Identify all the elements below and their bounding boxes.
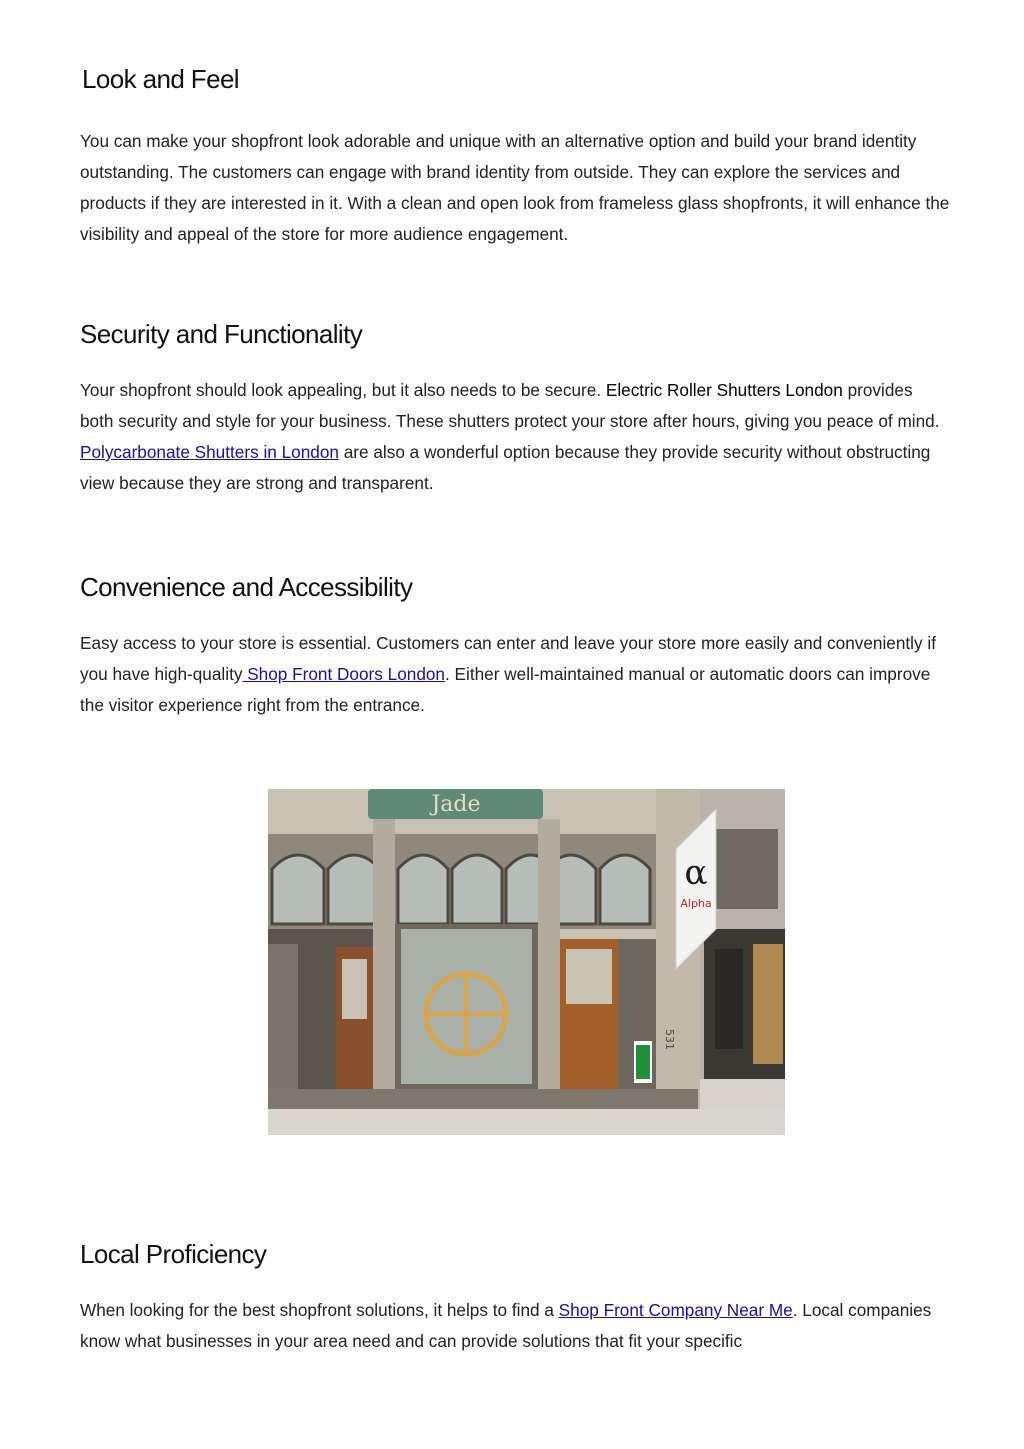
paragraph-text: . Local companies know what businesses in your area need and can provide solutions that fit your specific [80,1300,932,1351]
jade-sign-text: Jade [431,792,481,817]
paragraph-text: Your shopfront should look appealing, but it also needs to be secure. [80,380,606,400]
paragraph-look-and-feel: You can make your shopfront look adorable and unique with an alternative option and build your brand identity outstanding. The customers can engage with brand identity from outside. They can explore the services and products if they are interested in it. With a clean and open look from frameless glass shopfronts, it will enhance the visibility and appeal of the store for more audience engagement. [80,131,950,244]
shopfront-photo [268,789,785,1135]
shopfront-illustration [268,789,785,1135]
heading-look-and-feel: Look and Feel [82,64,239,94]
paragraph-text: provides both security and style for your business. These shutters protect your store after hours, giving you peace of mind. [80,380,940,431]
paragraph-text: . Either well-maintained manual or automatic doors can improve the visitor experience right from the entrance. [80,664,931,715]
door-number-text: 531 [663,1029,676,1050]
heading-convenience-and-accessibility: Convenience and Accessibility [80,572,413,602]
alpha-sign-letter: α [684,853,708,893]
paragraph-local-proficiency [80,1295,950,1357]
paragraph-security-and-functionality [80,375,950,499]
paragraph-text: are also a wonderful option because they provide security without obstructing view because they are strong and transparent. [80,442,931,493]
shop-front-company-link[interactable]: Shop Front Company Near Me [558,1300,793,1320]
shop-front-doors-link[interactable]: Shop Front Doors London [242,664,445,684]
heading-local-proficiency: Local Proficiency [80,1239,267,1269]
paragraph-convenience-and-accessibility [80,628,950,721]
paragraph-text: When looking for the best shopfront solutions, it helps to find a [80,1300,559,1320]
electric-roller-shutters-text: Electric Roller Shutters London [605,380,843,400]
polycarbonate-shutters-link[interactable]: Polycarbonate Shutters in London [80,442,339,462]
paragraph-text: Easy access to your store is essential. Customers can enter and leave your store more easily and conveniently if you have high-quality [80,633,936,684]
heading-security-and-functionality: Security and Functionality [80,319,363,349]
alpha-sign-text: Alpha [680,897,712,910]
